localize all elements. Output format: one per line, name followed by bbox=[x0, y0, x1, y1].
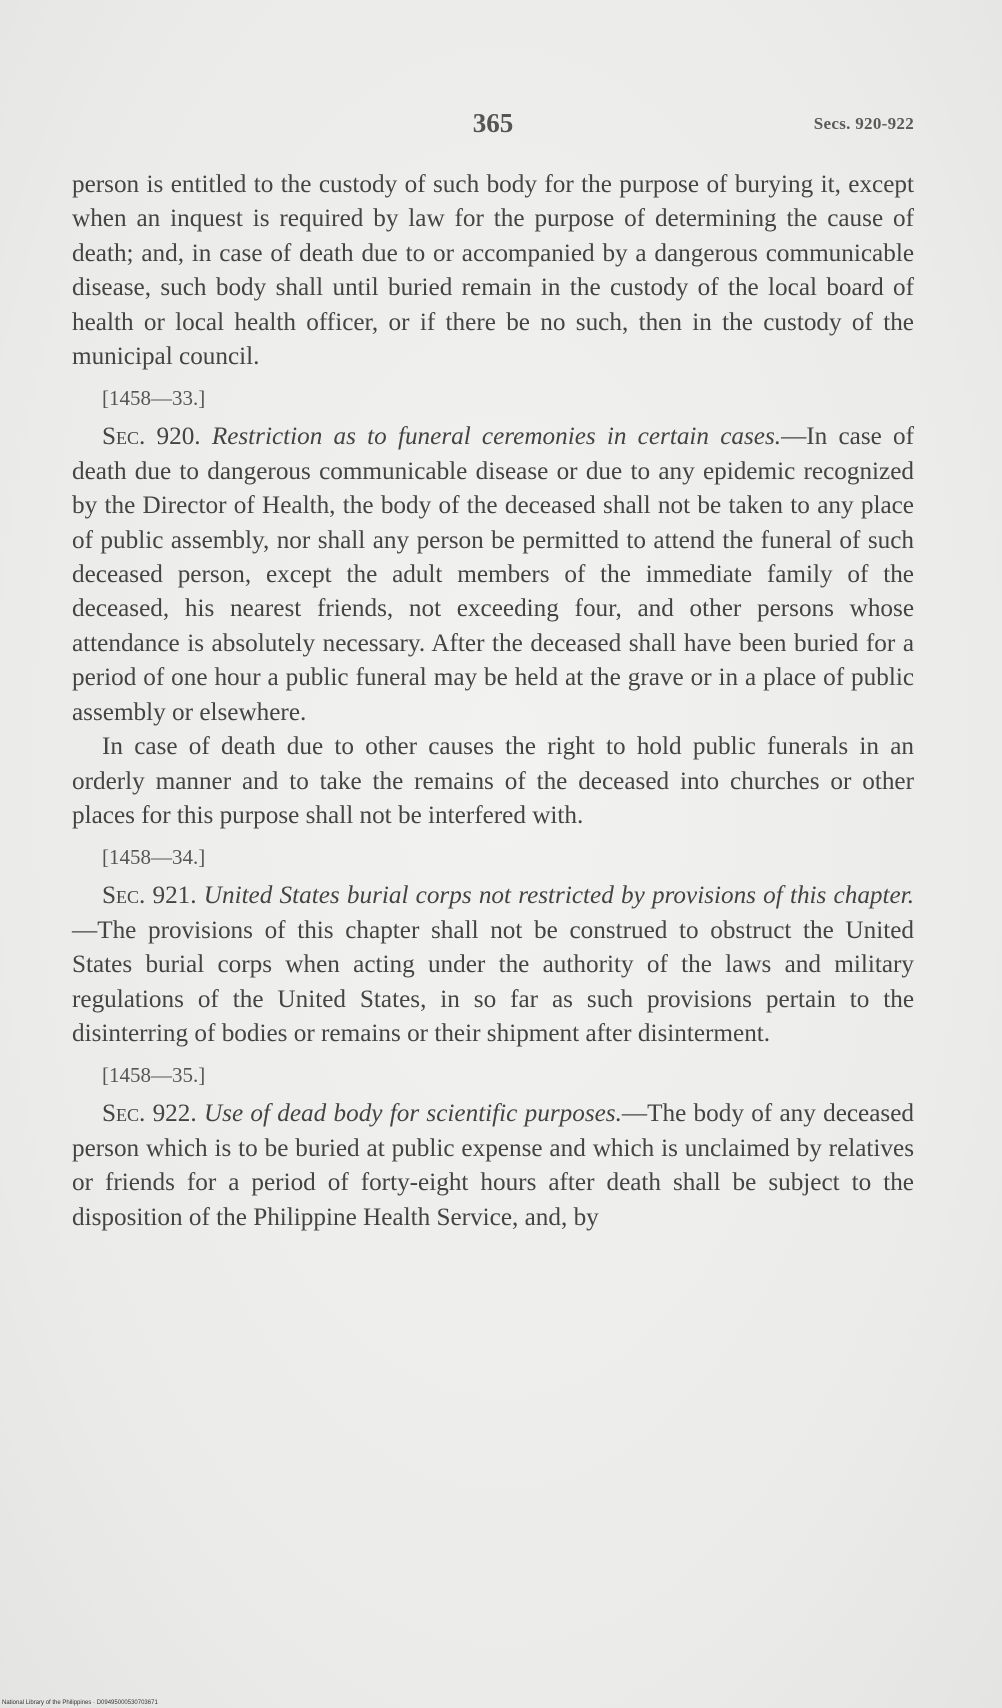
section-body: —In case of death due to dangerous communicable disease or due to any epidemic recognized by the Director of Health, the body of the deceased shall not be taken to any place of public assembly, nor shall any person be permitted to attend the funeral of such deceased person, except the adult members of the immediate family of the deceased, his nearest friends, not exceeding four, and other persons whose attendance is absolutely necessary. After the deceased shall have been buried for a period of one hour a public funeral may be held at the grave or in a place of public assembly or elsewhere. bbox=[72, 423, 914, 726]
section-number: Sec. 921. bbox=[102, 882, 197, 910]
page-header bbox=[72, 108, 914, 142]
source-citation: [1458—33.] bbox=[102, 386, 206, 411]
section-920-paragraph-2: In case of death due to other causes the right to hold public funerals in an orderly manner and to take the remains of the deceased into churches or other places for this purpose shall not be interfered with. bbox=[72, 733, 914, 829]
section-title: Use of dead body for scientific purposes. bbox=[203, 1100, 622, 1128]
section-title: Restriction as to funeral ceremonies in certain cases. bbox=[211, 423, 782, 451]
source-citation: [1458—35.] bbox=[102, 1063, 206, 1088]
section-number: Sec. 920. bbox=[102, 423, 201, 451]
section-body: —The provisions of this chapter shall not be construed to obstruct the United States burial corps when acting under the authority of the laws and military regulations of the United States, in so far as such provisions pertain to the disinterring of bodies or remains or their shipment after disinterment. bbox=[72, 916, 914, 1047]
section-number: Sec. 922. bbox=[102, 1100, 197, 1128]
paragraph-continuation: person is entitled to the custody of such body for the purpose of burying it, except when an inquest is required by law for the purpose of determining the cause of death; and, in case of death due to or accompanied by a dangerous communicable disease, such body shall until buried remain in the custody of the local board of health or local health officer, or if there be no such, then in the custody of the municipal council. bbox=[72, 171, 914, 371]
source-citation: [1458—34.] bbox=[102, 845, 206, 870]
section-body: —The body of any deceased person which is to be buried at public expense and which is unclaimed by relatives or friends for a period of forty-eight hours after death shall be subject to the disposition of the Philippine Health Service, and, by bbox=[72, 1100, 914, 1231]
page-number: 365 bbox=[472, 108, 514, 138]
section-921 bbox=[72, 879, 914, 1051]
running-head: Secs. 920-922 bbox=[813, 114, 914, 133]
section-920 bbox=[72, 420, 914, 730]
section-922 bbox=[72, 1097, 914, 1235]
section-title: United States burial corps not restricted by provisions of this chapter. bbox=[203, 882, 914, 910]
body-text bbox=[72, 168, 914, 1235]
scan-footer: National Library of the Philippines · D09495000530703671 bbox=[2, 1700, 158, 1706]
